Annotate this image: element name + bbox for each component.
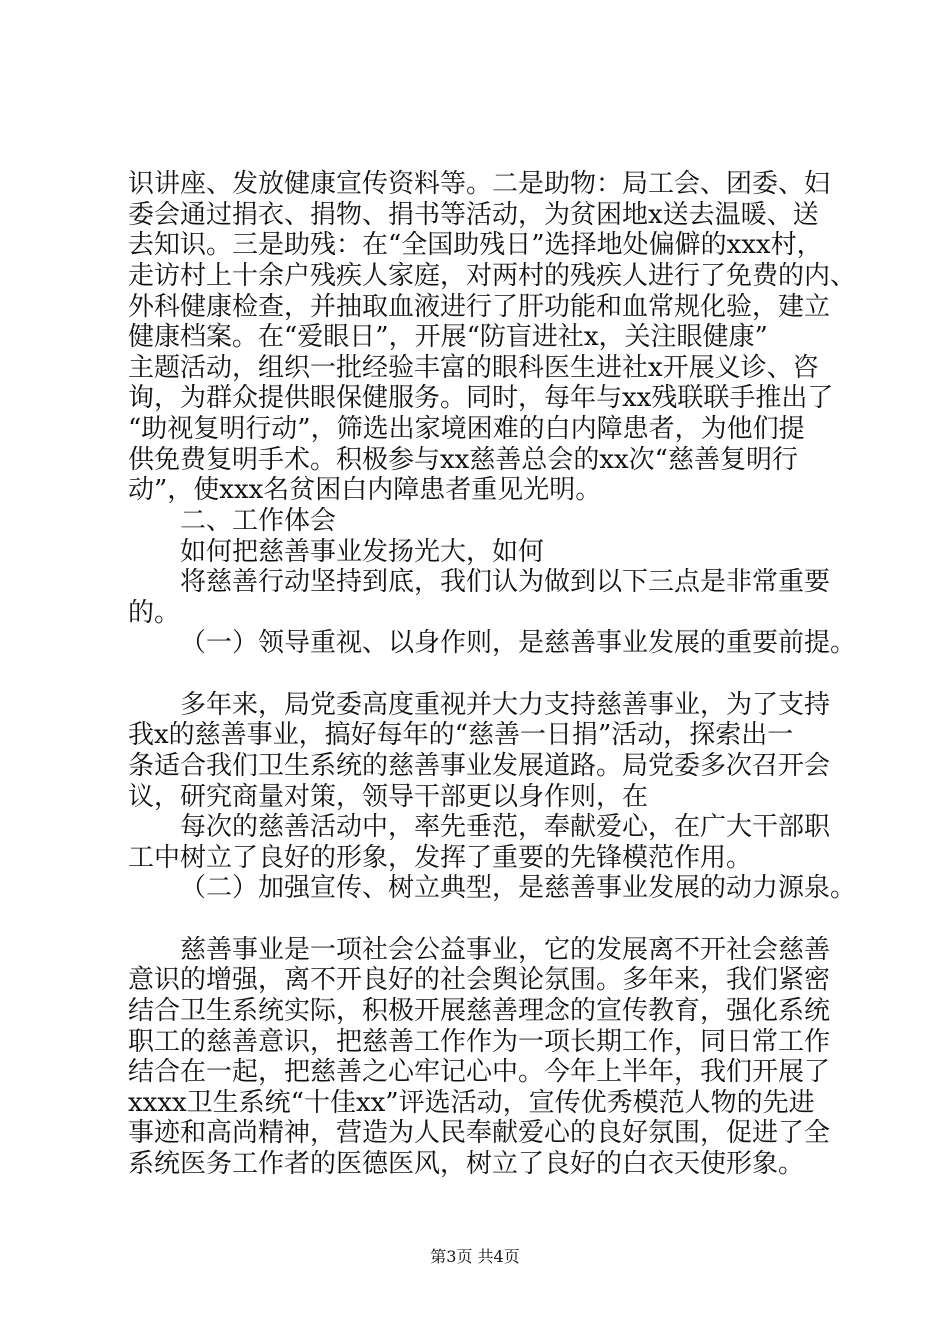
body-line: 走访村上十余户残疾人家庭，对两村的残疾人进行了免费的内、: [128, 261, 857, 291]
body-line: 识讲座、发放健康宣传资料等。二是助物：局工会、团委、妇: [128, 169, 831, 199]
body-line: 结合卫生系统实际，积极开展慈善理念的宣传教育，强化系统: [128, 996, 831, 1026]
body-line: 职工的慈善意识，把慈善工作作为一项长期工作，同日常工作: [128, 1027, 831, 1057]
page-number-footer: 第3页 共4页: [430, 1247, 520, 1266]
body-line: 主题活动，组织一批经验丰富的眼科医生进社x开展义诊、咨: [128, 353, 819, 383]
body-line: 工中树立了良好的形象，发挥了重要的先锋模范作用。: [128, 843, 753, 873]
body-line: 结合在一起，把慈善之心牢记心中。今年上半年，我们开展了: [128, 1057, 831, 1087]
body-line: 健康档案。在“爱眼日”，开展“防盲进社x，关注眼健康”: [128, 322, 768, 352]
body-line: 意识的增强，离不开良好的社会舆论氛围。多年来，我们紧密: [128, 965, 831, 995]
body-line: 供免费复明手术。积极参与xx慈善总会的xx次“慈善复明行: [128, 445, 798, 475]
body-line: 慈善事业是一项社会公益事业，它的发展离不开社会慈善: [180, 935, 831, 965]
body-line: 将慈善行动坚持到底，我们认为做到以下三点是非常重要: [180, 567, 831, 597]
body-line: 系统医务工作者的医德医风，树立了良好的白衣天使形象。: [128, 1149, 805, 1179]
section-heading: 二、工作体会: [180, 506, 337, 536]
body-line: 如何把慈善事业发扬光大，如何: [180, 537, 545, 567]
body-line: 每次的慈善活动中，率先垂范，奉献爱心，在广大干部职: [180, 812, 831, 842]
body-line: 事迹和高尚精神，营造为人民奉献爱心的良好氛围，促进了全: [128, 1118, 831, 1148]
body-line: “助视复明行动”，筛选出家境困难的白内障患者，为他们提: [128, 414, 805, 444]
body-line: 多年来，局党委高度重视并大力支持慈善事业，为了支持: [180, 690, 831, 720]
body-line: 条适合我们卫生系统的慈善事业发展道路。局党委多次召开会: [128, 751, 831, 781]
body-line: xxxx卫生系统“十佳xx”评选活动，宣传优秀模范人物的先进: [128, 1088, 815, 1118]
body-line: 询，为群众提供眼保健服务。同时，每年与xx残联联手推出了: [128, 383, 834, 413]
subsection-heading: （二）加强宣传、树立典型，是慈善事业发展的动力源泉。: [180, 873, 857, 903]
subsection-heading: （一）领导重视、以身作则，是慈善事业发展的重要前提。: [180, 628, 857, 658]
body-line: 委会通过捐衣、捐物、捐书等活动，为贫困地x送去温暖、送: [128, 200, 819, 230]
body-line: 动”，使xxx名贫困白内障患者重见光明。: [128, 475, 602, 505]
body-line: 议，研究商量对策，领导干部更以身作则，在: [128, 782, 649, 812]
body-line: 我x的慈善事业，搞好每年的“慈善一日捐”活动，探索出一: [128, 720, 794, 750]
body-line: 去知识。三是助残：在“全国助残日”选择地处偏僻的xxx村，: [128, 230, 823, 260]
body-line: 外科健康检查，并抽取血液进行了肝功能和血常规化验，建立: [128, 292, 831, 322]
body-line: 的。: [128, 598, 181, 628]
